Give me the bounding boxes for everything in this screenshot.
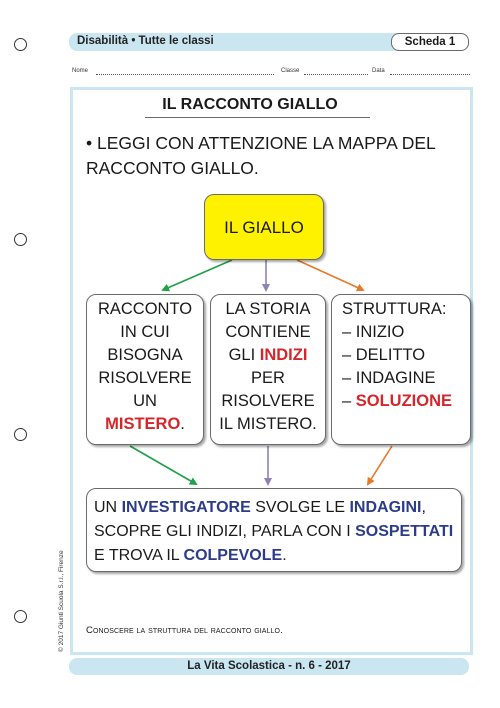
- structure-item: – INIZIO: [342, 323, 405, 341]
- text: ,: [421, 499, 426, 516]
- student-fields: [72, 68, 472, 78]
- summary-box: [86, 488, 462, 572]
- structure-item: – DELITTO: [342, 346, 426, 364]
- story-line: LA STORIA: [225, 300, 311, 318]
- center-concept-box: [204, 194, 324, 260]
- text: .: [282, 547, 287, 564]
- keyword-sospettati: SOSPETTATI: [355, 523, 454, 540]
- story-box: [210, 294, 326, 445]
- copyright-notice: © 2017 Giunti Scuola S.r.l., Firenze: [58, 550, 65, 652]
- story-text: GLI: [228, 346, 260, 364]
- text: UN: [94, 499, 122, 516]
- date-label: Data: [372, 68, 385, 74]
- binder-hole-3: [14, 428, 27, 441]
- keyword-colpevole: COLPEVOLE: [183, 547, 283, 564]
- title-underline: [145, 117, 370, 118]
- story-line: RISOLVERE: [221, 392, 315, 410]
- keyword-soluzione: SOLUZIONE: [355, 392, 453, 410]
- keyword-indagini: INDAGINI: [349, 499, 422, 516]
- definition-line: IN CUI: [120, 323, 170, 341]
- structure-item: [342, 390, 470, 413]
- structure-item: – INDAGINE: [342, 369, 436, 387]
- definition-line: RISOLVERE: [98, 369, 192, 387]
- binder-hole-2: [14, 233, 27, 246]
- footer-bar: La Vita Scolastica - n. 6 - 2017: [69, 658, 469, 675]
- text: SCOPRE GLI INDIZI, PARLA CON I: [94, 523, 356, 540]
- keyword-investigatore: INVESTIGATORE: [121, 499, 251, 516]
- structure-box: [331, 294, 471, 445]
- page-title: IL RACCONTO GIALLO: [162, 96, 338, 113]
- definition-line: RACCONTO: [97, 300, 193, 318]
- story-line: IL MISTERO.: [219, 415, 317, 433]
- date-line[interactable]: [390, 74, 470, 75]
- header-category: Disabilità • Tutte le classi: [77, 35, 214, 47]
- text: SVOLGE LE: [250, 499, 350, 516]
- story-line: PER: [251, 369, 285, 387]
- structure-heading: STRUTTURA:: [342, 300, 447, 318]
- story-line: [211, 344, 325, 367]
- learning-objective: Conoscere la struttura del racconto giallo.: [86, 625, 283, 636]
- definition-line: UN: [133, 392, 157, 410]
- binder-hole-1: [14, 38, 27, 51]
- definition-line: BISOGNA: [107, 346, 183, 364]
- center-concept-label: IL GIALLO: [224, 217, 304, 237]
- keyword-mistero: MISTERO: [105, 415, 181, 433]
- class-line[interactable]: [304, 74, 368, 75]
- summary-text: [87, 489, 461, 568]
- class-label: Classe: [281, 68, 300, 74]
- binder-hole-4: [14, 610, 27, 623]
- definition-box: [86, 294, 204, 445]
- name-line[interactable]: [96, 74, 274, 75]
- keyword-indizi: INDIZI: [259, 346, 308, 364]
- definition-line: [87, 413, 203, 436]
- sheet-label: Scheda 1: [391, 33, 469, 51]
- story-line: CONTIENE: [225, 323, 311, 341]
- name-label: Nome: [72, 68, 89, 74]
- dash: –: [342, 392, 356, 410]
- text: E TROVA IL: [94, 547, 184, 564]
- period: .: [180, 415, 185, 433]
- header-bar: [69, 33, 469, 51]
- instruction-text: • LEGGI CON ATTENZIONE LA MAPPA DEL RACCONTO GIALLO.: [86, 133, 436, 178]
